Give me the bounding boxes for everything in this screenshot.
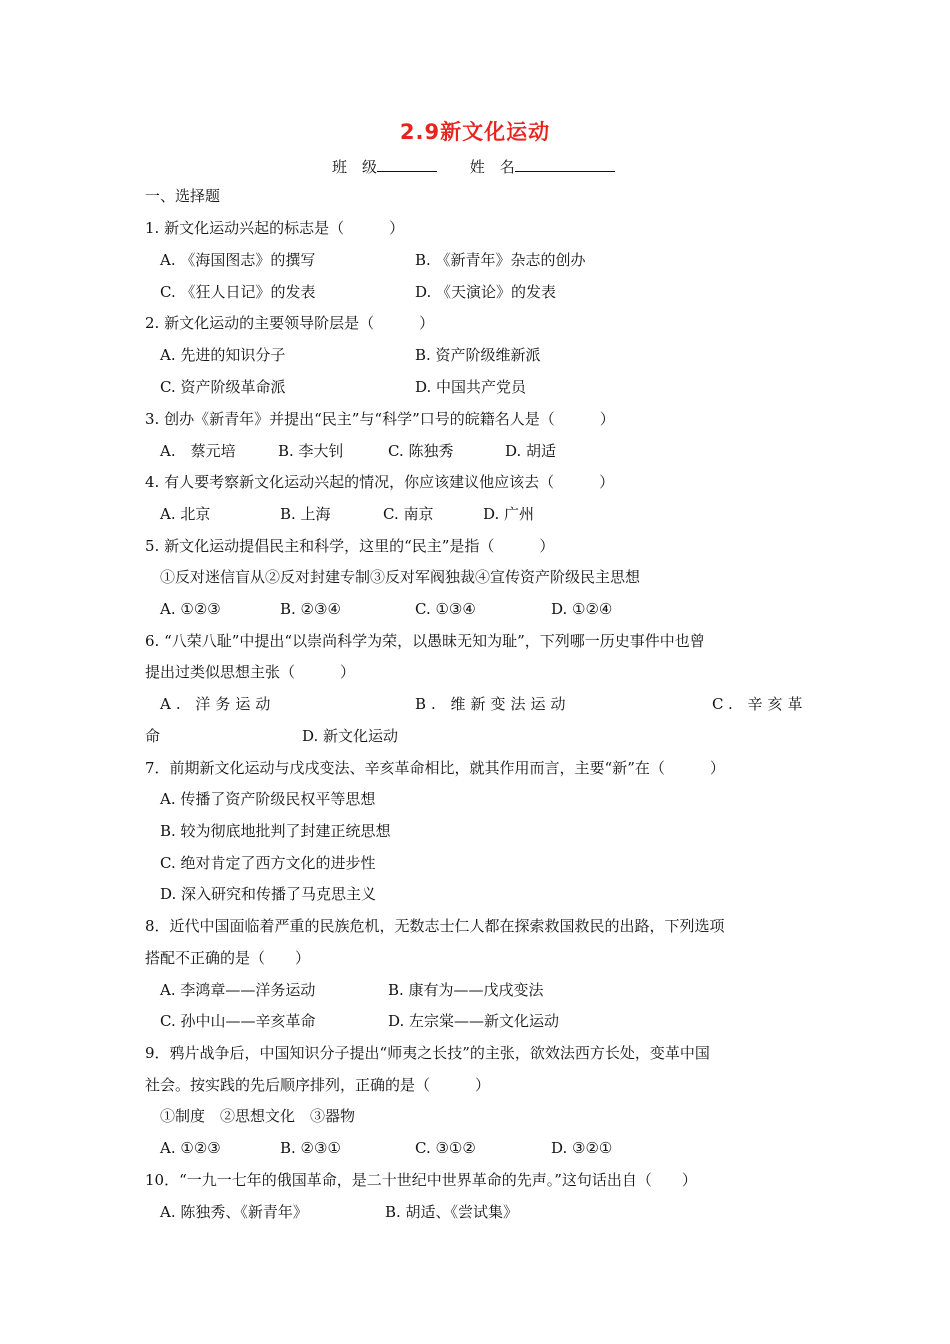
q2-option-d: D. 中国共产党员 xyxy=(415,378,527,396)
question-7: 7．前期新文化运动与戊戌变法、辛亥革命相比，就其作用而言，主要“新”在（ ） xyxy=(145,759,725,777)
q5-statements: ①反对迷信盲从②反对封建专制③反对军阀独裁④宣传资产阶级民主思想 xyxy=(160,568,641,586)
q6-option-c-cont: 命 xyxy=(145,727,161,745)
q9-option-c: C. ③①② xyxy=(415,1139,476,1157)
q8-option-a: A. 李鸿章——洋务运动 xyxy=(160,981,316,999)
q4-option-a: A. 北京 xyxy=(160,505,211,523)
q5-option-b: B. ②③④ xyxy=(280,600,341,618)
question-5: 5. 新文化运动提倡民主和科学，这里的“民主”是指（ ） xyxy=(145,537,555,555)
q3-option-d: D. 胡适 xyxy=(505,442,557,460)
q3-option-a: A. 蔡元培 xyxy=(160,442,236,460)
q2-option-c: C. 资产阶级革命派 xyxy=(160,378,286,396)
question-8-cont: 搭配不正确的是（ ） xyxy=(145,949,311,967)
q5-option-c: C. ①③④ xyxy=(415,600,476,618)
question-9-cont: 社会。按实践的先后顺序排列，正确的是（ ） xyxy=(145,1076,491,1094)
q1-option-c: C. 《狂人日记》的发表 xyxy=(160,283,316,301)
q8-option-b: B. 康有为——戊戌变法 xyxy=(388,981,544,999)
q5-option-a: A. ①②③ xyxy=(160,600,221,618)
q7-option-c: C. 绝对肯定了西方文化的进步性 xyxy=(160,854,376,872)
page-title: 2.9新文化运动 xyxy=(399,120,551,144)
q3-option-c: C. 陈独秀 xyxy=(388,442,454,460)
question-4: 4. 有人要考察新文化运动兴起的情况，你应该建议他应该去（ ） xyxy=(145,473,615,491)
q1-option-b: B. 《新青年》杂志的创办 xyxy=(415,251,586,269)
q6-option-c: C. 辛亥革 xyxy=(712,695,808,713)
name-blank[interactable] xyxy=(515,157,615,172)
q8-option-d: D. 左宗棠——新文化运动 xyxy=(388,1012,560,1030)
q9-option-d: D. ③②① xyxy=(551,1139,613,1157)
q9-option-b: B. ②③① xyxy=(280,1139,341,1157)
q7-option-d: D. 深入研究和传播了马克思主义 xyxy=(160,885,377,903)
q9-option-a: A. ①②③ xyxy=(160,1139,221,1157)
section-heading: 一、选择题 xyxy=(145,187,221,205)
q3-option-b: B. 李大钊 xyxy=(278,442,344,460)
q10-option-b: B. 胡适、《尝试集》 xyxy=(385,1203,519,1221)
q2-option-b: B. 资产阶级维新派 xyxy=(415,346,541,364)
question-10: 10．“一九一七年的俄国革命，是二十世纪中世界革命的先声。”这句话出自（ ） xyxy=(145,1171,697,1189)
question-6: 6. “八荣八耻”中提出“以崇尚科学为荣，以愚昧无知为耻”，下列哪一历史事件中也曾 xyxy=(145,632,705,650)
q1-option-a: A. 《海国图志》的撰写 xyxy=(160,251,316,269)
question-1: 1. 新文化运动兴起的标志是（ ） xyxy=(145,219,405,237)
class-blank[interactable] xyxy=(377,157,437,172)
q7-option-a: A. 传播了资产阶级民权平等思想 xyxy=(160,790,376,808)
q4-option-b: B. 上海 xyxy=(280,505,331,523)
q4-option-c: C. 南京 xyxy=(383,505,434,523)
q6-option-b: B. 维新变法运动 xyxy=(415,695,571,713)
question-2: 2. 新文化运动的主要领导阶层是（ ） xyxy=(145,314,435,332)
q2-option-a: A. 先进的知识分子 xyxy=(160,346,286,364)
q1-option-d: D. 《天演论》的发表 xyxy=(415,283,557,301)
q10-option-a: A. 陈独秀、《新青年》 xyxy=(160,1203,308,1221)
question-9: 9．鸦片战争后，中国知识分子提出“师夷之长技”的主张，欲效法西方长处，变革中国 xyxy=(145,1044,710,1062)
student-info xyxy=(332,156,615,177)
name-label: 姓 名 xyxy=(469,158,515,176)
q7-option-b: B. 较为彻底地批判了封建正统思想 xyxy=(160,822,391,840)
q4-option-d: D. 广州 xyxy=(483,505,535,523)
question-6-cont: 提出过类似思想主张（ ） xyxy=(145,663,356,681)
question-8: 8．近代中国面临着严重的民族危机，无数志士仁人都在探索救国救民的出路，下列选项 xyxy=(145,917,725,935)
q9-statements: ①制度 ②思想文化 ③器物 xyxy=(160,1107,356,1125)
question-3: 3. 创办《新青年》并提出“民主”与“科学”口号的皖籍名人是（ ） xyxy=(145,410,615,428)
class-label: 班 级 xyxy=(332,158,378,176)
q6-option-d: D. 新文化运动 xyxy=(302,727,399,745)
q5-option-d: D. ①②④ xyxy=(551,600,613,618)
q6-option-a: A. 洋务运动 xyxy=(160,695,276,713)
q8-option-c: C. 孙中山——辛亥革命 xyxy=(160,1012,316,1030)
